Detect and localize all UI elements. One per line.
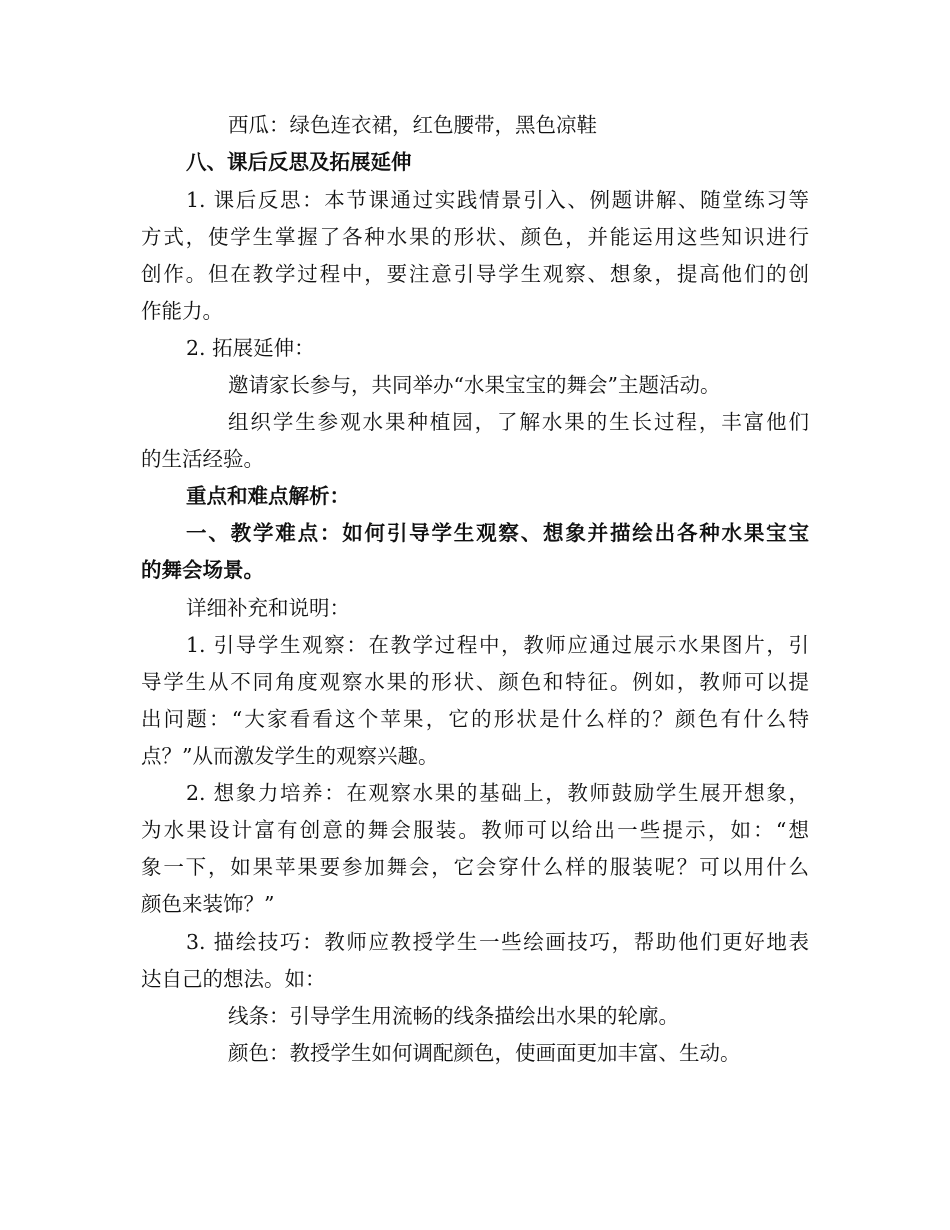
paragraph-line: 出问题：“大家看看这个苹果，它的形状是什么样的？颜色有什么特 <box>141 707 809 731</box>
list-item: 线条：引导学生用流畅的线条描绘出水果的轮廓。 <box>228 1004 679 1028</box>
paragraph-line: 颜色来装饰？” <box>141 892 275 916</box>
paragraph-line: 3. 描绘技巧：教师应教授学生一些绘画技巧，帮助他们更好地表 <box>186 930 809 954</box>
paragraph-line: 作能力。 <box>141 299 223 323</box>
paragraph-line: 方式，使学生掌握了各种水果的形状、颜色，并能运用这些知识进行 <box>141 225 809 249</box>
paragraph-line: 为水果设计富有创意的舞会服装。教师可以给出一些提示，如：“想 <box>141 818 809 842</box>
list-item: 邀请家长参与，共同举办“水果宝宝的舞会”主题活动。 <box>228 373 721 397</box>
paragraph-line: 导学生从不同角度观察水果的形状、颜色和特征。例如，教师可以提 <box>141 670 809 694</box>
paragraph-line: 点？”从而激发学生的观察兴趣。 <box>141 744 439 768</box>
paragraph-line: 达自己的想法。如： <box>141 967 326 991</box>
paragraph-line: 象一下，如果苹果要参加舞会，它会穿什么样的服装呢？可以用什么 <box>141 855 809 879</box>
paragraph-line: 1. 引导学生观察：在教学过程中，教师应通过展示水果图片，引 <box>186 633 809 657</box>
paragraph-line: 的生活经验。 <box>141 447 264 471</box>
list-item: 组织学生参观水果种植园，了解水果的生长过程，丰富他们 <box>228 410 809 434</box>
list-item: 颜色：教授学生如何调配颜色，使画面更加丰富、生动。 <box>228 1041 741 1065</box>
paragraph-line: 2. 想象力培养：在观察水果的基础上，教师鼓励学生展开想象， <box>186 781 809 805</box>
paragraph-line: 2. 拓展延伸： <box>186 336 315 360</box>
paragraph-line: 创作。但在教学过程中，要注意引导学生观察、想象，提高他们的创 <box>141 262 809 286</box>
paragraph-line: 1. 课后反思：本节课通过实践情景引入、例题讲解、随堂练习等 <box>186 188 809 212</box>
section-heading-reflection: 八、课后反思及拓展延伸 <box>186 150 412 174</box>
section-heading-difficulty: 一、教学难点：如何引导学生观察、想象并描绘出各种水果宝宝 <box>186 521 809 545</box>
section-heading-analysis: 重点和难点解析： <box>186 484 350 508</box>
text-line-watermelon: 西瓜：绿色连衣裙，红色腰带，黑色凉鞋 <box>228 113 597 137</box>
section-heading-difficulty-cont: 的舞会场景。 <box>141 558 264 582</box>
paragraph-line: 详细补充和说明： <box>186 596 350 620</box>
